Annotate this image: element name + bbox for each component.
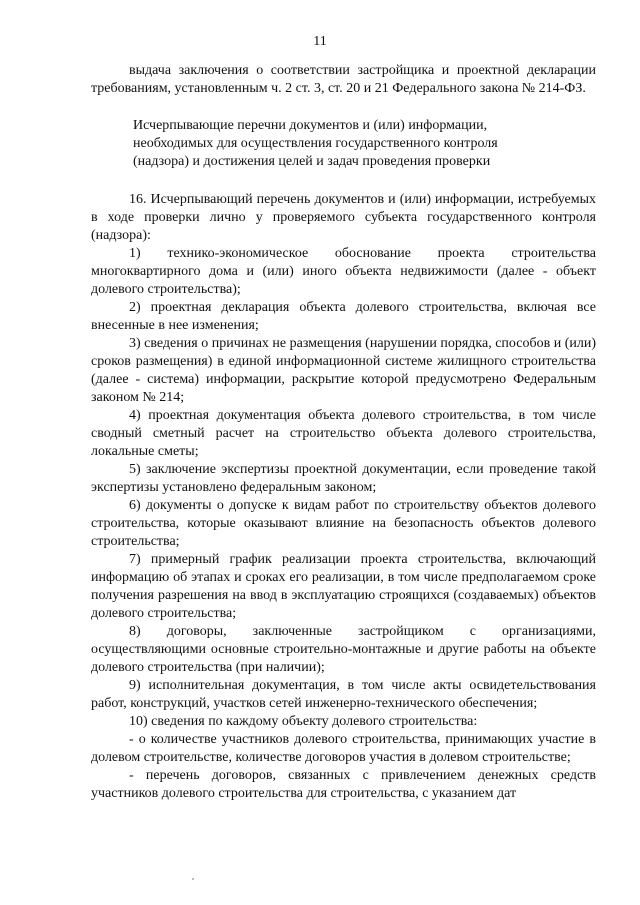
list-item-1: 1) технико-экономическое обоснование проекта строительства многоквартирного дома и (или) иного объекта недвижимости (далее - объект долевого строительства); [91,246,596,297]
heading-line-2: необходимых для осуществления государственного контроля [133,136,498,151]
paragraph-16: 16. Исчерпывающий перечень документов и (или) информации, истребуемых в ходе проверки лично у проверяемого субъекта государственного контроля (надзора): [91,192,596,243]
page-number: 11 [313,34,327,49]
document-body [91,62,596,803]
intro-paragraph: выдача заключения о соответствии застройщика и проектной декларации требованиям, установленным ч. 2 ст. 3, ст. 20 и 21 Федерального закона № 214-ФЗ. [91,63,596,96]
list-item-9: 9) исполнительная документация, в том числе акты освидетельствования работ, конструкций, участков сетей инженерно-технического обеспечения; [91,678,596,711]
list-item-10: 10) сведения по каждому объекту долевого строительства: [129,714,478,729]
list-item-6: 6) документы о допуске к видам работ по строительству объектов долевого строительства, которые оказывают влияние на безопасность объектов долевого строительства; [91,498,596,549]
section-heading [133,117,553,171]
list-item-7: 7) примерный график реализации проекта строительства, включающий информацию об этапах и сроках его реализации, в том числе предполагаемом сроке получения разрешения на ввод в эксплуатацию строящихся (создаваемых) объектов долевого строительства; [91,552,596,621]
list-item-2: 2) проектная декларация объекта долевого строительства, включая все внесенные в нее изменения; [91,300,596,333]
scan-speck [192,878,194,880]
list-item-8: 8) договоры, заключенные застройщиком с организациями, осуществляющими основные строительно-монтажные и другие работы на объекте долевого строительства (при наличии); [91,624,596,675]
list-item-3: 3) сведения о причинах не размещения (нарушении порядка, способов и (или) сроков размещения) в единой информационной системе жилищного строительства (далее - система) информации, раскрытие которой предусмотрено Федеральным законом № 214; [91,336,596,405]
list-item-5: 5) заключение экспертизы проектной документации, если проведение такой экспертизы установлено федеральным законом; [91,462,596,495]
heading-line-1: Исчерпывающие перечни документов и (или) информации, [133,118,488,133]
sub-item-contracts: - перечень договоров, связанных с привлечением денежных средств участников долевого строительства для строительства, с указанием дат [91,768,596,801]
heading-line-3: (надзора) и достижения целей и задач проведения проверки [133,154,491,169]
sub-item-participants: - о количестве участников долевого строительства, принимающих участие в долевом строительстве, количестве договоров участия в долевом строительстве; [91,732,596,765]
list-item-4: 4) проектная документация объекта долевого строительства, в том числе сводный сметный расчет на строительство объекта долевого строительства, локальные сметы; [91,408,596,459]
